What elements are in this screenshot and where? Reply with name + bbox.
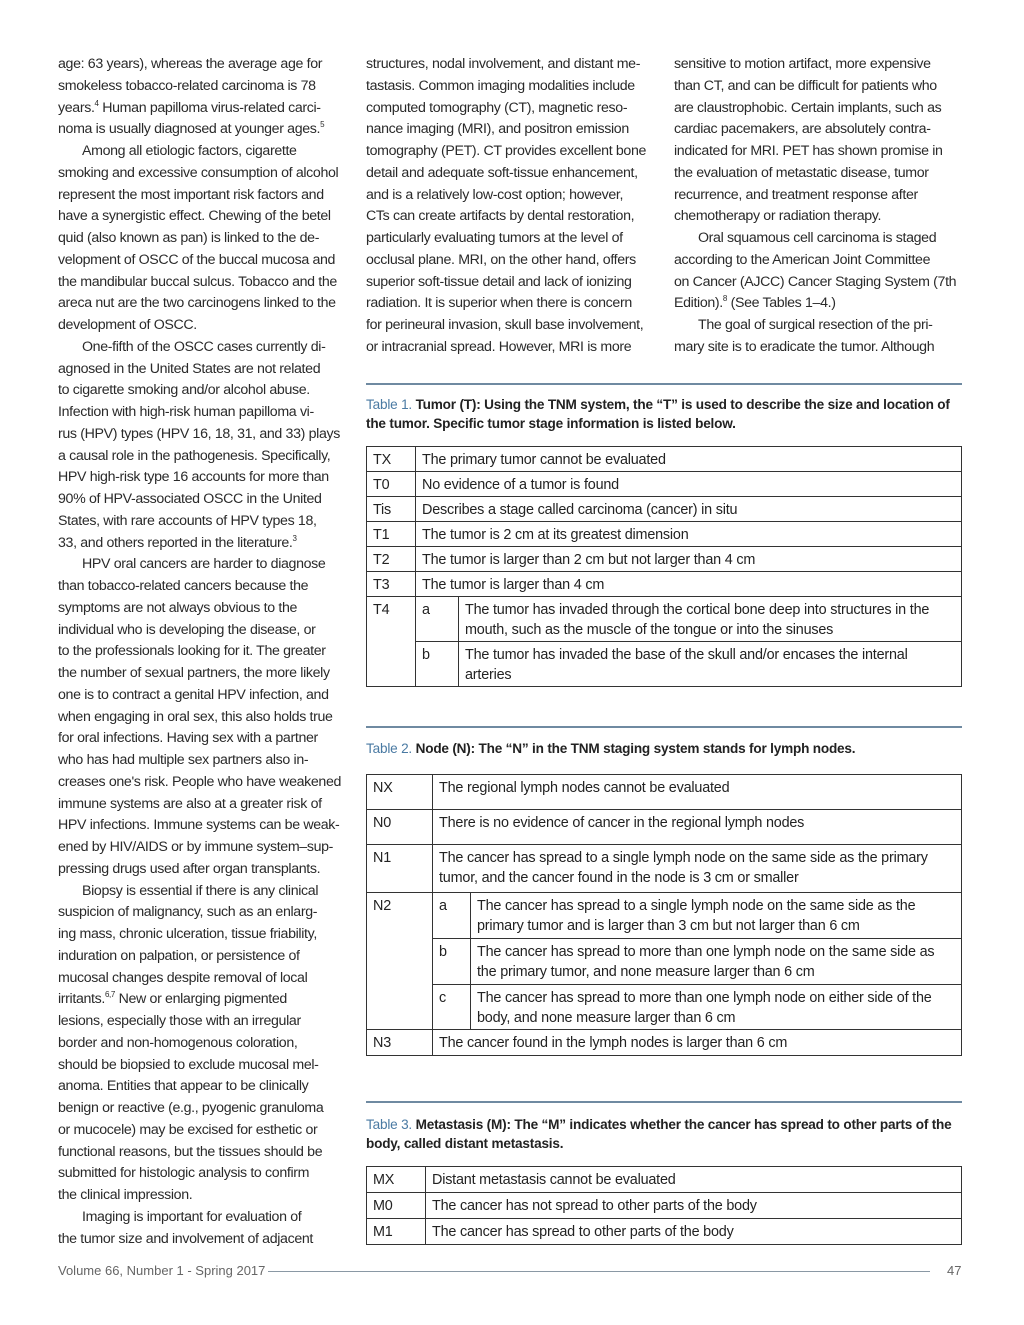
text-line: computed tomography (CT), magnetic reso- bbox=[366, 99, 628, 116]
table-row bbox=[367, 597, 962, 642]
text-line: for perineural invasion, skull base involvement, bbox=[366, 317, 644, 333]
table-row bbox=[367, 497, 962, 522]
text-line: or mucocele) may be excised for esthetic or bbox=[58, 1121, 318, 1138]
footnote-ref: 5 bbox=[320, 120, 325, 130]
text-line: HPV high-risk type 16 accounts for more than bbox=[58, 469, 329, 486]
description-cell: The tumor has invaded through the cortical bone deep into structures in the mouth, such as the muscle of the tongue or into the sinuses bbox=[459, 597, 962, 642]
text-line: smoking and excessive consumption of alcohol bbox=[58, 164, 339, 181]
text-line: tastasis. Common imaging modalities include bbox=[366, 77, 635, 94]
description-cell: Describes a stage called carcinoma (cancer) in situ bbox=[416, 497, 962, 522]
text-line: the tumor size and involvement of adjacent bbox=[58, 1230, 314, 1247]
substage-cell: c bbox=[433, 985, 471, 1030]
stage-cell: T2 bbox=[367, 547, 416, 572]
text-line: anoma. Entities that appear to be clinically bbox=[58, 1078, 309, 1095]
table-3-label: Table 3. bbox=[366, 1117, 413, 1132]
text-line: 33, and others reported in the literature.$^3$ bbox=[58, 533, 297, 551]
text-line: years.$^4$ Human papilloma virus-related carci- bbox=[58, 98, 321, 116]
text-line: submitted for histologic analysis to confirm bbox=[58, 1165, 310, 1182]
table-1-label: Table 1. bbox=[366, 397, 413, 412]
table-3-caption bbox=[366, 1116, 962, 1153]
table-row bbox=[367, 522, 962, 547]
text-line: and is a relatively low-cost option; however, bbox=[366, 186, 624, 203]
description-cell: The regional lymph nodes cannot be evaluated bbox=[433, 775, 962, 810]
description-cell: The cancer has spread to more than one lymph node on the same side as the primary tumor, and none measure larger than 6 cm bbox=[471, 939, 962, 985]
stage-cell: T4 bbox=[367, 597, 416, 687]
text-line: rus (HPV) types (HPV 16, 18, 31, and 33) plays bbox=[58, 425, 340, 442]
stage-cell: N1 bbox=[367, 845, 433, 893]
stage-cell: Tis bbox=[367, 497, 416, 522]
description-cell: The cancer has spread to more than one lymph node on either side of the body, and none measure larger than 6 cm bbox=[471, 985, 962, 1030]
body-column-3 bbox=[674, 54, 966, 359]
description-cell: The tumor is larger than 2 cm but not larger than 4 cm bbox=[416, 547, 962, 572]
text-line: should be biopsied to exclude mucosal mel- bbox=[58, 1056, 319, 1073]
text-line: when engaging in oral sex, this also holds true bbox=[58, 708, 333, 725]
text-line: noma is usually diagnosed at younger ages.$^5$ bbox=[58, 120, 325, 138]
text-line: Edition).$^8$ (See Tables 1–4.) bbox=[674, 294, 836, 312]
table-row bbox=[367, 547, 962, 572]
text-line: immune systems are also at a greater risk of bbox=[58, 795, 322, 812]
text-line: are claustrophobic. Certain implants, such as bbox=[674, 99, 942, 116]
text-line: agnosed in the United States are not related bbox=[58, 360, 321, 377]
text-line: according to the American Joint Committee bbox=[674, 251, 931, 268]
description-cell: The cancer has spread to a single lymph node on the same side as the primary tumor and is larger than 3 cm but not larger than 6 cm bbox=[471, 893, 962, 939]
description-cell: The cancer found in the lymph nodes is larger than 6 cm bbox=[433, 1030, 962, 1056]
table-row bbox=[367, 810, 962, 845]
stage-cell: N2 bbox=[367, 893, 433, 1030]
table-2-caption bbox=[366, 740, 962, 759]
stage-cell: T3 bbox=[367, 572, 416, 597]
text-line: on Cancer (AJCC) Cancer Staging System (7th bbox=[674, 273, 957, 290]
text-line: represent the most important risk factors and bbox=[58, 186, 324, 203]
table-row bbox=[367, 447, 962, 472]
text-line: chemotherapy or radiation therapy. bbox=[674, 208, 882, 225]
text-line: States, with rare accounts of HPV types 18, bbox=[58, 512, 317, 529]
text-line: development of OSCC. bbox=[58, 317, 197, 333]
text-line: a causal role in the pathogenesis. Specifically, bbox=[58, 447, 331, 464]
stage-cell: M0 bbox=[367, 1193, 426, 1219]
table-3-metastasis bbox=[366, 1166, 962, 1245]
table-1-caption bbox=[366, 396, 962, 433]
table-2-caption-text: Node (N): The “N” in the TNM staging system stands for lymph nodes. bbox=[412, 741, 856, 756]
description-cell: The cancer has spread to other parts of the body bbox=[426, 1219, 962, 1245]
table-1-tumor bbox=[366, 446, 962, 687]
text-line: cardiac pacemakers, are absolutely contra- bbox=[674, 121, 931, 138]
table-row bbox=[367, 1219, 962, 1245]
text-line: ened by HIV/AIDS or by immune system–sup- bbox=[58, 839, 334, 855]
table-row bbox=[367, 1193, 962, 1219]
table-row bbox=[367, 939, 962, 985]
text-line: pressing drugs used after organ transplants. bbox=[58, 860, 321, 877]
text-line: the mandibular buccal sulcus. Tobacco and the bbox=[58, 273, 337, 290]
description-cell: The tumor is larger than 4 cm bbox=[416, 572, 962, 597]
table-row bbox=[367, 985, 962, 1030]
text-line: superior soft-tissue detail and lack of ionizing bbox=[366, 273, 632, 290]
text-line: symptoms are not always obvious to the bbox=[58, 599, 298, 616]
table-row bbox=[367, 1167, 962, 1193]
table-row bbox=[367, 775, 962, 810]
text-line: the number of sexual partners, the more likely bbox=[58, 665, 330, 681]
substage-cell: a bbox=[416, 597, 459, 642]
text-line: individual who is developing the disease, or bbox=[58, 621, 316, 638]
text-line: creases one's risk. People who have weakened bbox=[58, 773, 342, 790]
body-column-1 bbox=[58, 54, 350, 1250]
description-cell: The tumor has invaded the base of the skull and/or encases the internal arteries bbox=[459, 642, 962, 687]
description-cell: The cancer has not spread to other parts of the body bbox=[426, 1193, 962, 1219]
text-line: CTs can create artifacts by dental restoration, bbox=[366, 208, 635, 225]
stage-cell: N3 bbox=[367, 1030, 433, 1056]
text-line: detail and adequate soft-tissue enhancement, bbox=[366, 164, 638, 181]
description-cell: The primary tumor cannot be evaluated bbox=[416, 447, 962, 472]
description-cell: The tumor is 2 cm at its greatest dimension bbox=[416, 522, 962, 547]
table-1-rule bbox=[366, 383, 962, 385]
footer-issue: Volume 66, Number 1 - Spring 2017 bbox=[58, 1263, 266, 1278]
table-2-node bbox=[366, 774, 962, 1056]
page-number: 47 bbox=[947, 1263, 962, 1278]
text-line: nance imaging (MRI), and positron emission bbox=[366, 121, 629, 138]
text-line: particularly evaluating tumors at the level of bbox=[366, 230, 623, 246]
text-line: age: 63 years), whereas the average age for bbox=[58, 56, 323, 72]
footnote-ref: 4 bbox=[94, 98, 99, 108]
text-line: tomography (PET). CT provides excellent bone bbox=[366, 143, 647, 159]
table-3-rule bbox=[366, 1101, 962, 1103]
description-cell: There is no evidence of cancer in the regional lymph nodes bbox=[433, 810, 962, 845]
text-line: HPV oral cancers are harder to diagnose bbox=[82, 556, 326, 573]
table-3-caption-text: Metastasis (M): The “M” indicates whether the cancer has spread to other parts of the body, called distant metastasis. bbox=[366, 1117, 952, 1151]
text-line: Infection with high-risk human papilloma vi- bbox=[58, 404, 314, 420]
footnote-ref: 6,7 bbox=[104, 990, 116, 1000]
table-row bbox=[367, 472, 962, 497]
table-row bbox=[367, 893, 962, 939]
text-line: recurrence, and treatment response after bbox=[674, 186, 918, 203]
description-cell: No evidence of a tumor is found bbox=[416, 472, 962, 497]
footer-rule bbox=[268, 1271, 930, 1272]
table-row bbox=[367, 572, 962, 597]
substage-cell: a bbox=[433, 893, 471, 939]
text-line: smokeless tobacco-related carcinoma is 78 bbox=[58, 77, 316, 94]
text-line: functional reasons, but the tissues should be bbox=[58, 1143, 323, 1160]
table-row bbox=[367, 642, 962, 687]
stage-cell: T0 bbox=[367, 472, 416, 497]
description-cell: The cancer has spread to a single lymph node on the same side as the primary tumor, and the cancer found in the node is 3 cm or smaller bbox=[433, 845, 962, 893]
footnote-ref: 3 bbox=[292, 533, 297, 543]
text-line: to cigarette smoking and/or alcohol abuse. bbox=[58, 382, 310, 399]
table-row bbox=[367, 845, 962, 893]
text-line: HPV infections. Immune systems can be weak- bbox=[58, 817, 340, 834]
text-line: lesions, especially those with an irregular bbox=[58, 1013, 301, 1029]
text-line: to the professionals looking for it. The greater bbox=[58, 643, 326, 660]
text-line: who has had multiple sex partners also in- bbox=[58, 752, 309, 768]
text-line: quid (also known as pan) is linked to the de- bbox=[58, 230, 320, 246]
text-line: ing mass, chronic ulceration, tissue friability, bbox=[58, 926, 317, 942]
stage-cell: NX bbox=[367, 775, 433, 810]
text-line: Oral squamous cell carcinoma is staged bbox=[698, 230, 937, 246]
body-column-2 bbox=[366, 54, 656, 359]
stage-cell: MX bbox=[367, 1167, 426, 1193]
text-line: than tobacco-related cancers because the bbox=[58, 578, 309, 594]
text-line: radiation. It is superior when there is concern bbox=[366, 295, 632, 312]
table-1-caption-text: Tumor (T): Using the TNM system, the “T” is used to describe the size and location of the tumor. Specific tumor stage information is listed below. bbox=[366, 397, 950, 431]
text-line: or intracranial spread. However, MRI is more bbox=[366, 338, 632, 355]
text-line: velopment of OSCC of the buccal mucosa and bbox=[58, 251, 336, 268]
substage-cell: b bbox=[433, 939, 471, 985]
text-line: sensitive to motion artifact, more expensive bbox=[674, 56, 931, 72]
stage-cell: TX bbox=[367, 447, 416, 472]
text-line: the clinical impression. bbox=[58, 1187, 193, 1203]
text-line: benign or reactive (e.g., pyogenic granuloma bbox=[58, 1100, 324, 1116]
description-cell: Distant metastasis cannot be evaluated bbox=[426, 1167, 962, 1193]
text-line: areca nut are the two carcinogens linked to the bbox=[58, 295, 336, 312]
text-line: than CT, and can be difficult for patients who bbox=[674, 77, 937, 94]
substage-cell: b bbox=[416, 642, 459, 687]
footnote-ref: 8 bbox=[722, 294, 728, 304]
text-line: occlusal plane. MRI, on the other hand, offers bbox=[366, 251, 636, 268]
text-line: The goal of surgical resection of the pri- bbox=[698, 317, 933, 333]
table-2-rule bbox=[366, 726, 962, 728]
table-row bbox=[367, 1030, 962, 1056]
text-line: mucosal changes despite removal of local bbox=[58, 969, 308, 986]
stage-cell: M1 bbox=[367, 1219, 426, 1245]
text-line: mary site is to eradicate the tumor. Although bbox=[674, 338, 935, 355]
text-line: suspicion of malignancy, such as an enlarg- bbox=[58, 904, 318, 921]
stage-cell: N0 bbox=[367, 810, 433, 845]
text-line: the evaluation of metastatic disease, tumor bbox=[674, 164, 929, 181]
stage-cell: T1 bbox=[367, 522, 416, 547]
text-line: for oral infections. Having sex with a partner bbox=[58, 730, 318, 747]
text-line: Among all etiologic factors, cigarette bbox=[82, 143, 297, 159]
table-2-label: Table 2. bbox=[366, 741, 413, 756]
text-line: induration on palpation, or persistence of bbox=[58, 947, 300, 964]
text-line: Imaging is important for evaluation of bbox=[82, 1208, 302, 1225]
text-line: indicated for MRI. PET has shown promise in bbox=[674, 143, 943, 159]
text-line: one is to contract a genital HPV infection, and bbox=[58, 686, 329, 703]
text-line: structures, nodal involvement, and distant me- bbox=[366, 56, 641, 72]
text-line: border and non-homogenous coloration, bbox=[58, 1034, 298, 1051]
text-line: 90% of HPV-associated OSCC in the United bbox=[58, 491, 322, 507]
text-line: have a synergistic effect. Chewing of the betel bbox=[58, 208, 331, 225]
text-line: One-fifth of the OSCC cases currently di- bbox=[82, 338, 326, 355]
text-line: irritants.$^{6,7}$ New or enlarging pigmented bbox=[58, 990, 287, 1008]
text-line: Biopsy is essential if there is any clinical bbox=[82, 882, 319, 899]
